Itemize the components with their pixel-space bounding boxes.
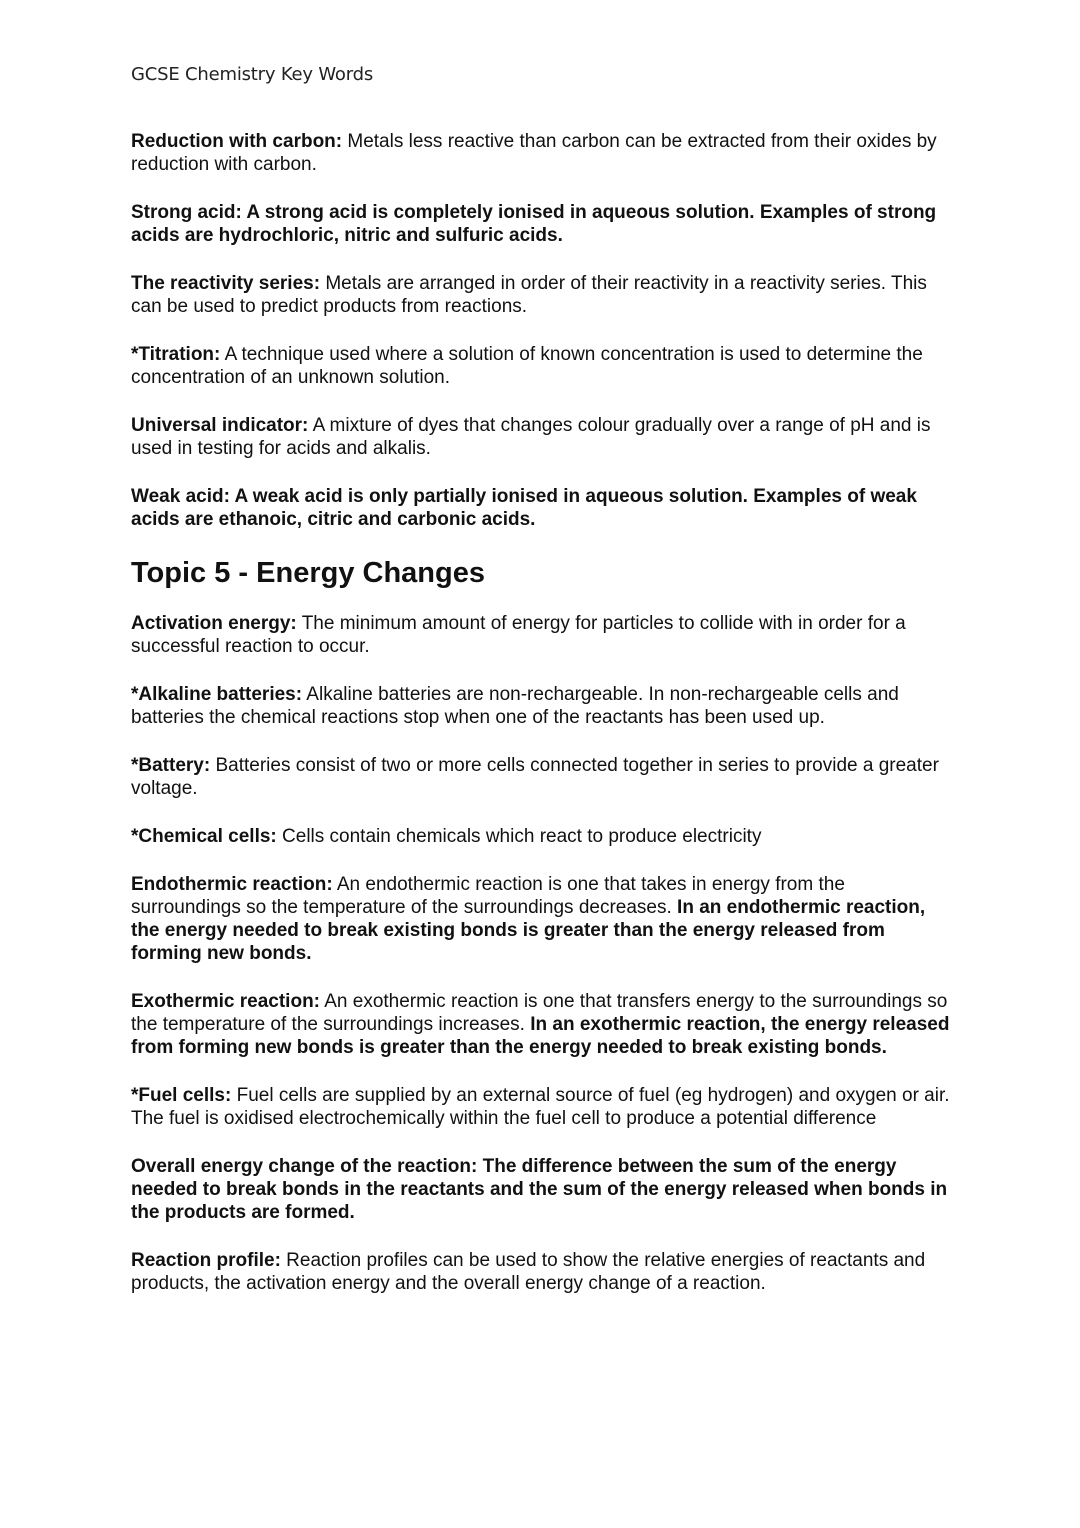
key-word-entry (131, 343, 953, 389)
definition-text: A mixture of dyes that changes colour gradually over a range of pH and is used in testing for acids and alkalis. (131, 415, 931, 459)
definition-text: Alkaline batteries are non-rechargeable. In non-rechargeable cells and batteries the chemical reactions stop when one of the reactants has been used up. (131, 684, 899, 728)
definition-text: Fuel cells are supplied by an external source of fuel (eg hydrogen) and oxygen or air. The fuel is oxidised electrochemically within the fuel cell to produce a potential difference (131, 1085, 950, 1129)
definition-text: Metals are arranged in order of their reactivity in a reactivity series. This can be used to predict products from reactions. (131, 273, 927, 317)
term-bold-text: Strong acid: A strong acid is completely ionised in aqueous solution. Examples of strong acids are hydrochloric, nitric and sulfuric acids. (131, 202, 937, 246)
topic-heading (131, 556, 953, 590)
key-word-entry (131, 1084, 953, 1130)
key-word-entry (131, 990, 953, 1059)
definition-text: Batteries consist of two or more cells connected together in series to provide a greater voltage. (131, 755, 939, 799)
document-header: GCSE Chemistry Key Words (131, 64, 374, 85)
definition-text: Metals less reactive than carbon can be extracted from their oxides by reduction with carbon. (131, 131, 937, 175)
definition-text: A technique used where a solution of known concentration is used to determine the concentration of an unknown solution. (131, 344, 923, 388)
definition-text: An endothermic reaction is one that takes in energy from the surroundings so the temperature of the surroundings decreases. (131, 874, 845, 918)
term-bold-text: *Alkaline batteries: (131, 684, 303, 705)
key-word-entry (131, 1249, 953, 1295)
term-bold-text: *Battery: (131, 755, 211, 776)
key-word-entry (131, 414, 953, 460)
key-word-entry (131, 683, 953, 729)
term-bold-text: In an endothermic reaction, the energy needed to break existing bonds is greater than the energy released from forming new bonds. (131, 897, 926, 964)
key-word-entry (131, 612, 953, 658)
term-bold-text: Overall energy change of the reaction: The difference between the sum of the energy needed to break bonds in the reactants and the sum of the energy released when bonds in the products are formed. (131, 1156, 948, 1223)
term-bold-text: Activation energy: (131, 613, 297, 634)
term-bold-text: In an exothermic reaction, the energy released from forming new bonds is greater than the energy needed to break existing bonds. (131, 1014, 950, 1058)
key-word-entry (131, 1155, 953, 1224)
term-bold-text: Endothermic reaction: (131, 874, 333, 895)
term-bold-text: Universal indicator: (131, 415, 309, 436)
term-bold-text: Weak acid: A weak acid is only partially ionised in aqueous solution. Examples of weak acids are ethanoic, citric and carbonic acids. (131, 486, 917, 530)
key-word-entry (131, 825, 953, 848)
definition-text: The minimum amount of energy for particles to collide with in order for a successful reaction to occur. (131, 613, 906, 657)
term-bold-text: Reaction profile: (131, 1250, 281, 1271)
term-bold-text: Topic 5 - Energy Changes (131, 557, 485, 589)
key-word-entry (131, 485, 953, 531)
key-word-entry (131, 130, 953, 176)
definition-text: Cells contain chemicals which react to produce electricity (276, 826, 762, 847)
term-bold-text: Reduction with carbon: (131, 131, 343, 152)
key-word-entry (131, 754, 953, 800)
definition-text: An exothermic reaction is one that transfers energy to the surroundings so the temperature of the surroundings increases. (131, 991, 948, 1035)
term-bold-text: Exothermic reaction: (131, 991, 320, 1012)
term-bold-text: The reactivity series: (131, 273, 321, 294)
definition-text: Reaction profiles can be used to show the relative energies of reactants and products, the activation energy and the overall energy change of a reaction. (131, 1250, 926, 1294)
key-word-entry (131, 201, 953, 247)
document-body (131, 130, 953, 1320)
term-bold-text: *Fuel cells: (131, 1085, 232, 1106)
key-word-entry (131, 272, 953, 318)
term-bold-text: *Titration: (131, 344, 221, 365)
key-word-entry (131, 873, 953, 965)
term-bold-text: *Chemical cells: (131, 826, 277, 847)
